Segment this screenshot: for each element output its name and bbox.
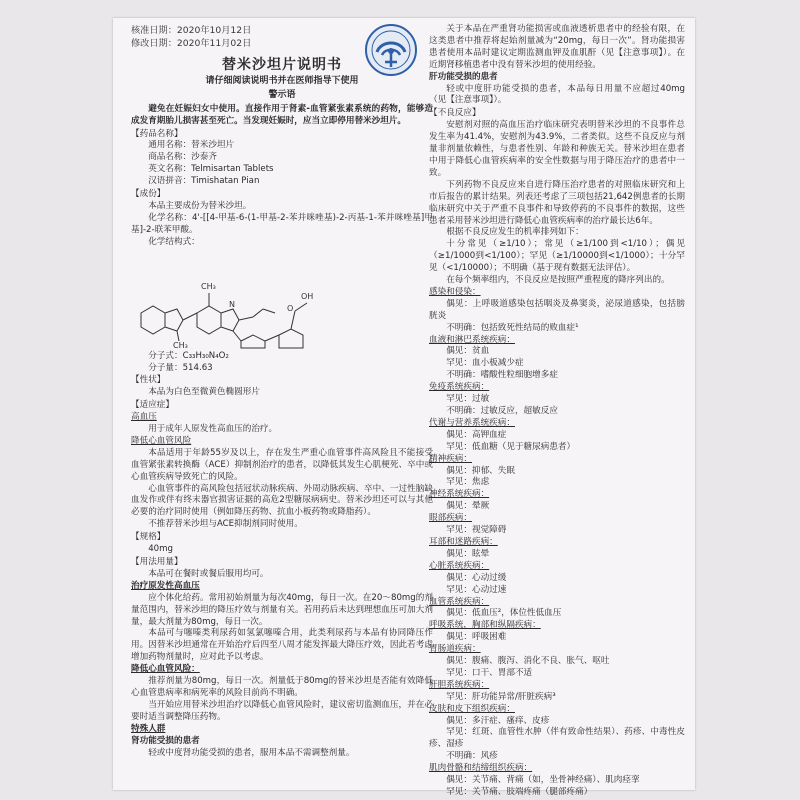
indication-text-4: 不推荐替米沙坦与ACE抑制剂同时使用。 <box>148 519 303 530</box>
adverse-text-3: 根据不良反应发生的机率排列如下： <box>446 227 584 238</box>
common-name: 通用名称：替米沙坦片 <box>148 140 235 151</box>
adverse-item: 罕见：心动过速 <box>446 584 507 595</box>
structure-label: 化学结构式： <box>148 236 200 247</box>
methyl-label-2: CH₃ <box>173 340 188 350</box>
adverse-category: 肌肉骨骼和结缔组织疾病： <box>429 763 533 774</box>
adverse-category: 血管系统疾病： <box>429 596 490 607</box>
indication-text-2: 本品适用于年龄55岁及以上，存在发生严重心血管事件高风险且不能接受血管紧张素转换酶（ACE）抑制剂治疗的患者，以降低其发生心肌梗死、卒中或心血管疾病导致死亡的风险。 <box>131 447 433 482</box>
spec-heading: 【规格】 <box>131 532 166 543</box>
adverse-item: 罕见：肝功能异常/肝脏疾病³ <box>446 691 556 702</box>
adverse-category: 精神疾病： <box>429 453 472 464</box>
adverse-item: 罕见：红斑、血管性水肿（伴有致命性结果）、药疹、中毒性皮疹、湿疹 <box>429 727 685 750</box>
dosage-text-1: 应个体化给药。常用初始剂量为每次40mg，每日一次。在20～80mg的剂量范围内，替米沙坦的降压疗效与剂量有关。若用药后未达到理想血压可加大剂量，最大剂量为80mg，每日一次。 <box>131 592 433 627</box>
renal-text: 关于本品在严重肾功能损害或血液透析患者中的经验有限，在这类患者中推荐将起始剂量减为“20mg，每日一次”。肾功能损害患者使用本品时建议定期监测血钾及血肌酐（见【注意事项】）。在近期肾移植患者中没有替米沙坦的使用经验。 <box>429 24 685 70</box>
adverse-item: 偶见：心动过缓 <box>446 572 507 583</box>
adverse-item: 不明确：过敏反应，超敏反应 <box>446 406 558 416</box>
indications-heading: 【适应症】 <box>131 400 174 411</box>
document-subtitle: 请仔细阅读说明书并在医师指导下使用 <box>205 75 359 86</box>
adverse-item: 罕见：低血糖（见于糖尿病患者） <box>446 441 576 452</box>
dosage-hypertension: 治疗原发性高血压 <box>131 580 200 591</box>
adverse-category: 神经系统疾病： <box>429 489 490 500</box>
spec-text: 40mg <box>148 544 173 555</box>
adverse-category: 肝胆系统疾病： <box>429 679 490 690</box>
adverse-category: 胃肠道疾病： <box>429 644 481 655</box>
adverse-heading: 【不良反应】 <box>429 108 481 119</box>
n-label: N <box>229 299 235 309</box>
trade-name: 商品名称：沙泰齐 <box>148 152 217 163</box>
leaflet-page <box>113 18 695 797</box>
adverse-category: 免疫系统疾病： <box>429 382 490 393</box>
document-title: 替米沙坦片说明书 <box>222 57 342 73</box>
composition-heading: 【成份】 <box>131 189 166 200</box>
revision-date: 修改日期：2020年11月02日 <box>131 38 252 49</box>
adverse-category: 眼部疾病： <box>429 513 472 524</box>
adverse-category: 代谢与营养系统疾病： <box>429 417 515 428</box>
approval-date: 核准日期：2020年10月12日 <box>131 25 252 36</box>
adverse-item: 偶见：眩晕 <box>446 548 490 559</box>
indication-text-1: 用于成年人原发性高血压的治疗。 <box>148 424 278 435</box>
adverse-item: 不明确：包括致死性结局的败血症¹ <box>446 322 579 333</box>
adverse-item: 偶见：贫血 <box>446 346 490 357</box>
right-column <box>429 24 685 799</box>
drug-name-heading: 【药品名称】 <box>131 128 183 139</box>
hepatic-heading: 肝功能受损的患者 <box>429 71 498 82</box>
indication-hypertension: 高血压 <box>131 412 157 423</box>
structure-diagram <box>131 251 381 349</box>
adverse-text-2: 下列药物不良反应来自进行降压治疗患者的对照临床研究和上市后报告的累计结果。列表还考虑了三项包括21,642例患者的长期临床研究中关于严重不良事件和导致停药的不良事件的数据，这些患者采用替米沙坦进行降低心血管疾病率的治疗最长达6年。 <box>429 179 685 226</box>
dosage-text-3: 推荐剂量为80mg，每日一次。剂量低于80mg的替米沙坦是否能有效降低心血管患病率和病死率的风险目前尚不明确。 <box>131 676 433 698</box>
adverse-category: 耳部和迷路疾病： <box>429 536 498 547</box>
adverse-item: 罕见：血小板减少症 <box>446 358 524 369</box>
hepatic-text: 轻或中度肝功能受损的患者，本品每日用量不应超过40mg（见【注意事项】）。 <box>429 83 685 106</box>
left-column <box>131 24 433 759</box>
chemical-structure <box>131 251 433 349</box>
special-populations: 特殊人群 <box>131 723 166 734</box>
dosage-text-4: 当开始应用替米沙坦治疗以降低心血管风险时，建议密切监测血压，并在必要时适当调整降压药物。 <box>131 699 433 722</box>
properties-heading: 【性状】 <box>131 375 166 386</box>
chemical-name: 化学名称：4'-[[4-甲基-6-(1-甲基-2-苯并咪唑基)-2-丙基-1-苯并咪唑基]甲基]-2-联苯甲酸。 <box>131 212 433 235</box>
adverse-item: 不明确：风疹 <box>446 751 498 762</box>
dosage-text: 本品可在餐时或餐后服用均可。 <box>148 568 269 579</box>
molecular-formula: 分子式：C₃₃H₃₀N₄O₂ <box>148 350 229 361</box>
adverse-item: 不明确：嗜酸性粒细胞增多症 <box>446 370 558 381</box>
renal-impairment-heading: 肾功能受损的患者 <box>131 735 200 746</box>
adverse-item: 偶见：多汗症、瘙痒、皮疹 <box>446 715 550 726</box>
adverse-text-1: 安慰剂对照的高血压治疗临床研究表明替米沙坦的不良事件总发生率为41.4%，安慰剂为43.9%，二者类似。这些不良反应与剂量非剂量依赖性，与患者性别、年龄和种族无关。替米沙坦在患者中用于降低心血管疾病率的安全性数据与用于降压治疗的患者中一致。 <box>429 120 685 178</box>
dosage-heading: 【用法用量】 <box>131 557 183 567</box>
adverse-item: 偶见：上呼吸道感染包括咽炎及鼻窦炎，泌尿道感染，包括膀胱炎 <box>429 298 685 321</box>
dosage-text-5: 轻或中度肾功能受损的患者，服用本品不需调整剂量。 <box>148 747 355 758</box>
adverse-text-4: 在每个频率组内，不良反应是按照严重程度的降序列出的。 <box>446 275 670 286</box>
adverse-reactions-list <box>429 287 685 799</box>
molecular-weight: 分子量：514.63 <box>148 362 213 373</box>
adverse-frequency: 十分常见（≥1/10）；常见（≥1/100到<1/10）；偶见（≥1/1000到<1/100）；罕见（≥1/10000到<1/1000）；十分罕见（<1/10000）；不明确（基于现有数据无法评估）。 <box>429 239 685 274</box>
adverse-category: 皮肤和皮下组织疾病： <box>429 703 515 714</box>
properties-text: 本品为白色至微黄色椭圆形片 <box>148 387 260 398</box>
adverse-item: 偶见：关节痛、背痛（如，坐骨神经痛）、肌肉痉挛 <box>446 775 640 786</box>
adverse-item: 偶见：呼吸困难 <box>446 632 507 643</box>
adverse-item: 罕见：焦虑 <box>446 477 490 488</box>
pinyin-name: 汉语拼音：Timishatan Pian <box>148 176 260 187</box>
indication-text-3: 心血管事件的高风险包括冠状动脉疾病、外周动脉疾病、卒中、一过性脑缺血发作或伴有终末器官损害证据的高危2型糖尿病病史。替米沙坦还可以与其他必要的治疗同时使用（例如降压药物、抗血小板药物或降脂药）。 <box>131 483 433 518</box>
adverse-item: 偶见：腹痛、腹泻、消化不良、胀气、呕吐 <box>446 656 610 667</box>
adverse-category: 血液和淋巴系统疾病： <box>429 334 515 345</box>
english-name: 英文名称：Telmisartan Tablets <box>148 164 274 175</box>
adverse-category: 感染和侵染： <box>429 286 481 297</box>
adverse-category: 心脏系统疾病： <box>429 560 490 571</box>
indication-cv-risk: 降低心血管风险 <box>131 435 192 446</box>
adverse-item: 罕见：口干、胃部不适 <box>446 667 533 678</box>
adverse-item: 罕见：关节痛、肢端疼痛（腿部疼痛） <box>446 787 593 797</box>
composition-text: 本品主要成份为替米沙坦。 <box>148 200 252 211</box>
adverse-item: 罕见：视觉障碍 <box>446 525 507 536</box>
o-label: O <box>287 303 294 313</box>
adverse-category: 呼吸系统，胸部和纵隔疾病： <box>429 620 541 631</box>
adverse-item: 偶见：低血压²，体位性低血压 <box>446 608 562 619</box>
methyl-label-1: CH₃ <box>201 281 216 291</box>
adverse-item: 罕见：过敏 <box>446 394 490 405</box>
adverse-item: 偶见：晕厥 <box>446 501 490 512</box>
dosage-cv-risk: 降低心血管风险： <box>131 664 200 675</box>
warning-title: 警示语 <box>268 89 296 100</box>
dosage-text-2: 本品可与噻嗪类利尿药如氢氯噻嗪合用，此类利尿药与本品有协同降压作用。因替米沙坦通常在开始治疗后四至八周才能发挥最大降压疗效，因此若考虑增加药物剂量时，应对此予以考虑。 <box>131 628 433 663</box>
adverse-item: 偶见：抑郁、失眠 <box>446 465 515 476</box>
adverse-item: 偶见：高钾血症 <box>446 429 507 440</box>
oh-label: OH <box>301 291 314 301</box>
warning-text: 避免在妊娠妇女中使用。直接作用于肾素-血管紧张素系统的药物，能够造成发育期胎儿损害甚至死亡。当发现妊娠时，应当立即停用替米沙坦片。 <box>131 103 433 126</box>
